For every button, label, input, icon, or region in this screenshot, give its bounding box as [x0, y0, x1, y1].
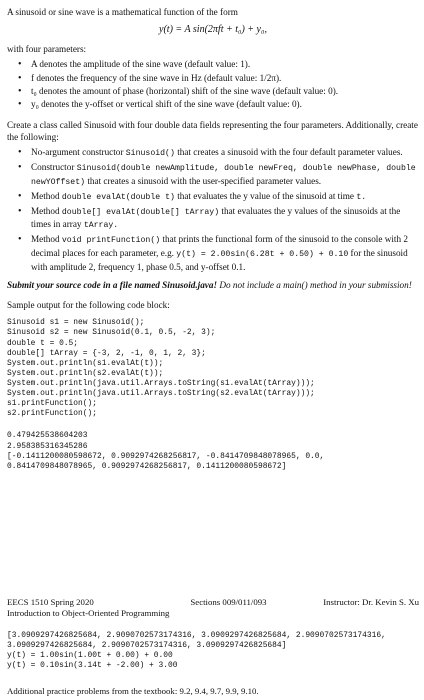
code-line: double t = 0.5; — [7, 338, 79, 348]
code-line: System.out.println(s1.evalAt(t)); — [7, 358, 164, 368]
output-block-continued — [7, 631, 386, 671]
code-line: System.out.println(java.util.Arrays.toString(s2.evalAt(tArray))); — [7, 389, 315, 399]
submit-instructions: Submit your source code in a file named Sinusoid.java! Do not include a main() method in your submission! — [7, 280, 412, 291]
output-line: 3.0909297426825684, 2.9090702573174316, 3.0909297426825684] — [7, 641, 287, 651]
output-line: y(t) = 1.00sin(1.00t + 0.00) + 0.00 — [7, 651, 173, 661]
param-frequency: • f denotes the frequency of the sine wave in Hz (default value: 1/2π). — [31, 72, 419, 84]
output-line: 2.958385316345286 — [7, 441, 88, 451]
course-subtitle: Introduction to Object-Oriented Programming — [7, 608, 170, 619]
code-snippet: double[] evalAt(double[] tArray) — [61, 207, 220, 217]
requirements-list — [7, 146, 419, 273]
params-list — [7, 58, 419, 110]
code-line: Sinusoid s2 = new Sinusoid(0.1, 0.5, -2, 3); — [7, 328, 216, 338]
code-line: System.out.println(s2.evalAt(t)); — [7, 368, 164, 378]
output-line: y(t) = 0.10sin(3.14t + -2.00) + 3.00 — [7, 661, 178, 671]
req-evalat-array: • Method double[] evalAt(double[] tArray) that evaluates the y values of the sinusoids at the times in array tArray. — [31, 205, 419, 233]
additional-problems: Additional practice problems from the textbook: 9.2, 9.4, 9.7, 9.9, 9.10. — [7, 686, 259, 696]
code-snippet: Sinusoid(double newAmplitude, double newFreq, double newPhase, double newYOffset) — [31, 164, 416, 187]
req-default-constructor: • No-argument constructor Sinusoid() that creates a sinusoid with the four default parameter values. — [31, 146, 419, 160]
create-instructions: Create a class called Sinusoid with four double data fields representing the four parameters. Additionally, create the following: — [7, 120, 418, 143]
sinusoid-formula: y(t) = A sin(2πft + t₀) + y₀, — [159, 24, 267, 36]
output-line: 0.8414709848078965, 0.9092974268256817, 0.1411200080598672] — [7, 461, 287, 471]
intro-text: A sinusoid or sine wave is a mathematical function of the form — [7, 7, 238, 17]
course-instructor: Instructor: Dr. Kevin S. Xu — [323, 597, 419, 607]
course-name: EECS 1510 Spring 2020 — [7, 597, 94, 607]
param-phase: • t₀ denotes the amount of phase (horizontal) shift of the sine wave (default value: 0). — [31, 85, 419, 97]
code-line: s1.printFunction(); — [7, 399, 97, 409]
output-line: [-0.1411200080598672, 0.9092974268256817, -0.8414709848078965, 0.0, — [7, 451, 325, 461]
code-snippet: double evalAt(double t) — [61, 192, 175, 202]
params-intro: with four parameters: — [7, 44, 87, 55]
assignment-page — [7, 6, 419, 472]
req-print-function: • Method void printFunction() that prints the functional form of the sinusoid to the console with 2 decimal places for each parameter, e.g. y(t) = 2.00sin(6.28t + 0.50) + 0.10 for the sinusoid with amplitude 2, frequency 1, phase 0.5, and y-offset 0.1. — [31, 233, 419, 273]
req-evalat-scalar: • Method double evalAt(double t) that evaluates the y value of the sinusoid at time t. — [31, 190, 419, 204]
code-line: s2.printFunction(); — [7, 409, 97, 419]
output-line: [3.0909297426825684, 2.9090702573174316, 3.0909297426825684, 2.9090702573174316, — [7, 631, 386, 640]
code-snippet: Sinusoid() — [125, 149, 175, 159]
param-offset: • y₀ denotes the y-offset or vertical shift of the sine wave (default value: 0). — [31, 98, 419, 110]
req-param-constructor: • Constructor Sinusoid(double newAmplitude, double newFreq, double newPhase, double newYOffset) that creates a sinusoid with the user-specified parameter values. — [31, 161, 419, 189]
page-footer — [7, 597, 419, 620]
course-sections: Sections 009/011/093 — [190, 597, 267, 607]
code-snippet: void printFunction() — [61, 236, 161, 246]
code-line: Sinusoid s1 = new Sinusoid(); — [7, 318, 145, 328]
output-line: 0.479425538604203 — [7, 431, 88, 441]
code-line: double[] tArray = {-3, 2, -1, 0, 1, 2, 3}; — [7, 348, 206, 358]
output-block — [7, 431, 419, 471]
code-line: System.out.println(java.util.Arrays.toString(s1.evalAt(tArray))); — [7, 379, 315, 389]
code-block — [7, 318, 419, 419]
sample-label: Sample output for the following code block: — [7, 300, 170, 311]
param-amplitude: • A denotes the amplitude of the sine wave (default value: 1). — [31, 58, 419, 70]
